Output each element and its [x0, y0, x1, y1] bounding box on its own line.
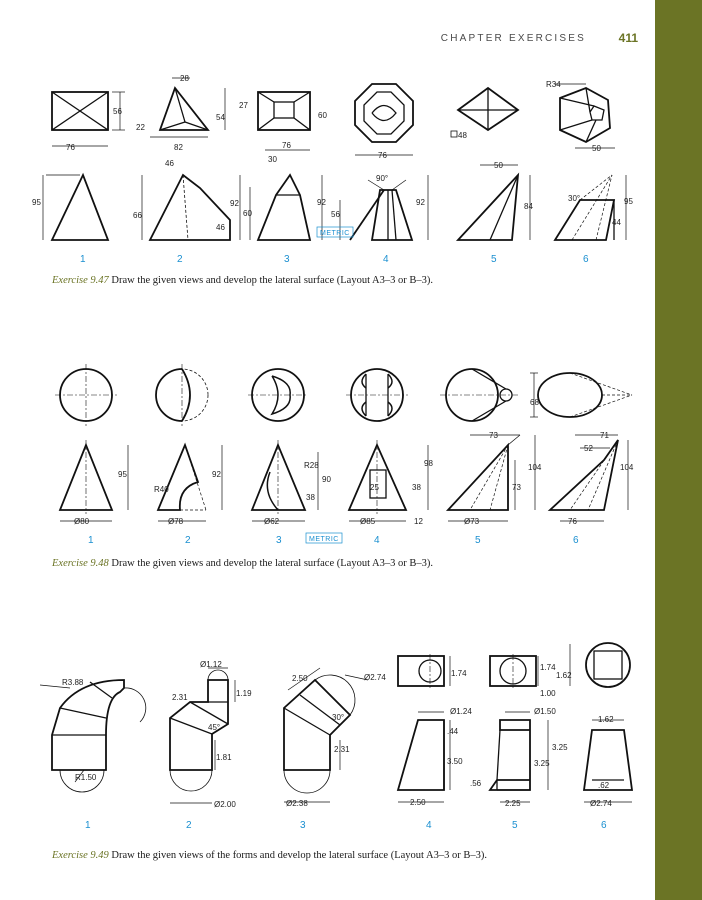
exercise-9-47-figure — [0, 70, 655, 270]
exercise-9-47-drawings — [0, 70, 655, 270]
dim-label: 52 — [584, 444, 593, 453]
dim-label: 48 — [458, 131, 467, 140]
dim-label: 82 — [174, 143, 183, 152]
exercise-number: 3 — [276, 535, 282, 546]
dim-label: Ø62 — [264, 517, 280, 526]
dim-label: 2.50 — [292, 674, 308, 683]
dim-label: 22 — [136, 123, 145, 132]
metric-label: METRIC — [309, 536, 339, 543]
dim-label: 44 — [612, 218, 621, 227]
exercise-number: 5 — [491, 254, 497, 265]
dim-label: 30° — [568, 194, 581, 203]
exercise-number: 6 — [583, 254, 589, 265]
exercise-number: 5 — [512, 820, 518, 831]
page-header — [0, 33, 640, 49]
chapter-color-tab — [655, 0, 702, 900]
dim-label: Ø80 — [74, 517, 90, 526]
dim-label: 1.00 — [540, 689, 556, 698]
exercise-9-48-caption — [52, 558, 433, 569]
dim-label: 1.62 — [598, 715, 614, 724]
exercise-number: 4 — [374, 535, 380, 546]
dim-label: 104 — [620, 463, 634, 472]
exercise-number: 6 — [573, 535, 579, 546]
exercise-9-49-drawings — [0, 640, 655, 835]
dim-label: 30° — [332, 713, 345, 722]
dim-label: 95 — [32, 198, 41, 207]
dim-label: 95 — [118, 470, 127, 479]
dim-label: 95 — [624, 197, 633, 206]
dim-label: Ø1.24 — [450, 707, 472, 716]
dim-label: 56 — [113, 107, 122, 116]
exercise-9-47-caption — [52, 275, 433, 286]
exercise-label: Exercise 9.48 — [52, 558, 109, 569]
dim-label: Ø2.74 — [590, 799, 612, 808]
exercise-number: 2 — [186, 820, 192, 831]
dim-label: Ø2.00 — [214, 800, 236, 809]
dim-label: 54 — [216, 113, 225, 122]
dim-label: Ø85 — [360, 517, 376, 526]
dim-label: 25 — [370, 483, 379, 492]
dim-label: Ø2.38 — [286, 799, 308, 808]
exercise-number: 6 — [601, 820, 607, 831]
dim-label: 2.31 — [334, 745, 350, 754]
exercise-number: 4 — [383, 254, 389, 265]
exercise-9-48-drawings — [0, 360, 655, 550]
exercise-9-49-caption — [52, 850, 487, 861]
dim-label: 76 — [66, 143, 75, 152]
exercise-text: Draw the given views of the forms and develop the lateral surface (Layout A3–3 or B–3). — [108, 850, 487, 861]
dim-label: R34 — [546, 80, 561, 89]
dim-label: 60 — [243, 209, 252, 218]
dim-label: 73 — [489, 431, 498, 440]
dim-label: 66 — [133, 211, 142, 220]
chapter-title: CHAPTER EXERCISES — [440, 33, 586, 44]
exercise-number: 1 — [80, 254, 86, 265]
exercise-number: 2 — [177, 254, 183, 265]
dim-label: 60 — [318, 111, 327, 120]
metric-label: METRIC — [320, 230, 350, 237]
exercise-number: 5 — [475, 535, 481, 546]
dim-label: 71 — [600, 431, 609, 440]
dim-label: R3.88 — [62, 678, 84, 687]
dim-label: 46 — [216, 223, 225, 232]
dim-label: 3.25 — [552, 743, 568, 752]
dim-label: 2.25 — [505, 799, 521, 808]
dim-label: Ø2.74 — [364, 673, 386, 682]
dim-label: 12 — [414, 517, 423, 526]
dim-label: 3.25 — [534, 759, 550, 768]
dim-label: 1.19 — [236, 689, 252, 698]
dim-label: 76 — [282, 141, 291, 150]
exercise-9-48-figure — [0, 360, 655, 550]
dim-label: 56 — [331, 210, 340, 219]
exercise-number: 1 — [85, 820, 91, 831]
dim-label: Ø1.12 — [200, 660, 222, 669]
dim-label: 46 — [165, 159, 174, 168]
exercise-number: 2 — [185, 535, 191, 546]
exercise-number: 3 — [284, 254, 290, 265]
dim-label: 90° — [376, 174, 389, 183]
dim-label: 76 — [378, 151, 387, 160]
dim-label: 92 — [212, 470, 221, 479]
dim-label: 28 — [180, 74, 189, 83]
dim-label: 92 — [317, 198, 326, 207]
dim-label: 30 — [268, 155, 277, 164]
dim-label: 2.31 — [172, 693, 188, 702]
dim-label: 3.50 — [447, 757, 463, 766]
dim-label: 76 — [568, 517, 577, 526]
dim-label: R40 — [154, 485, 169, 494]
page-number: 411 — [618, 31, 638, 45]
dim-label: 92 — [416, 198, 425, 207]
dim-label: .62 — [598, 781, 610, 790]
dim-label: R1.50 — [75, 773, 97, 782]
dim-label: 27 — [239, 101, 248, 110]
dim-label: .44 — [447, 727, 459, 736]
exercise-number: 4 — [426, 820, 432, 831]
dim-label: 50 — [592, 144, 601, 153]
exercise-text: Draw the given views and develop the lateral surface (Layout A3–3 or B–3). — [108, 558, 433, 569]
exercise-label: Exercise 9.49 — [52, 850, 109, 861]
dim-label: 92 — [230, 199, 239, 208]
exercise-9-49-figure — [0, 640, 655, 835]
dim-label: 68 — [530, 398, 539, 407]
dim-label: R28 — [304, 461, 319, 470]
dim-label: Ø73 — [464, 517, 480, 526]
dim-label: 45° — [208, 723, 221, 732]
dim-label: Ø1.50 — [534, 707, 556, 716]
dim-label: 2.50 — [410, 798, 426, 807]
dim-label: 38 — [306, 493, 315, 502]
dim-label: 1.62 — [556, 671, 572, 680]
dim-label: 50 — [494, 161, 503, 170]
dim-label: 90 — [322, 475, 331, 484]
dim-label: 84 — [524, 202, 533, 211]
dim-label: 98 — [424, 459, 433, 468]
exercise-label: Exercise 9.47 — [52, 275, 109, 286]
dim-label: 1.81 — [216, 753, 232, 762]
exercise-number: 1 — [88, 535, 94, 546]
dim-label: 1.74 — [451, 669, 467, 678]
exercise-text: Draw the given views and develop the lateral surface (Layout A3–3 or B–3). — [108, 275, 433, 286]
dim-label: .56 — [470, 779, 482, 788]
dim-label: 104 — [528, 463, 542, 472]
dim-label: 1.74 — [540, 663, 556, 672]
exercise-number: 3 — [300, 820, 306, 831]
dim-label: 73 — [512, 483, 521, 492]
dim-label: Ø78 — [168, 517, 184, 526]
dim-label: 38 — [412, 483, 421, 492]
